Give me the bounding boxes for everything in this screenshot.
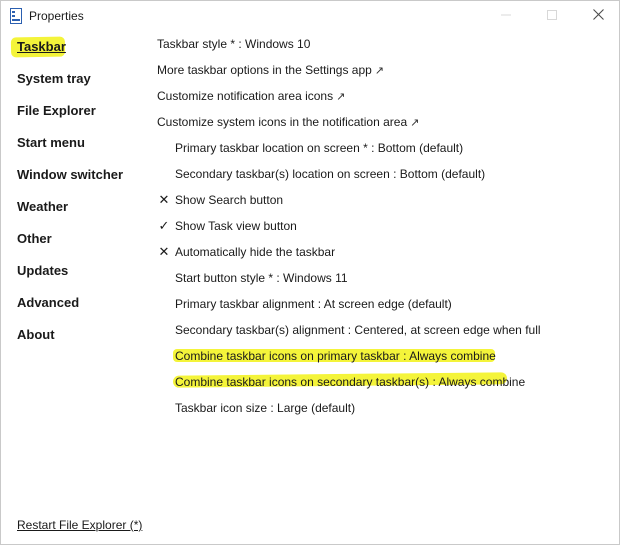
sidebar-item-label: Window switcher — [17, 167, 124, 182]
setting-primary-taskbar-location[interactable] — [157, 135, 597, 161]
settings-list — [157, 31, 597, 421]
setting-label: Secondary taskbar(s) location on screen : Bottom (default) — [175, 167, 486, 181]
maximize-button[interactable] — [529, 1, 575, 31]
setting-secondary-taskbar-alignment[interactable] — [157, 317, 597, 343]
minimize-icon — [501, 7, 511, 25]
checkmark-icon: ✓ — [158, 218, 170, 233]
sidebar-item-weather[interactable] — [17, 193, 147, 225]
setting-label: Combine taskbar icons on primary taskbar : Always combine — [175, 349, 496, 363]
setting-label: Start button style * : Windows 11 — [175, 271, 348, 285]
sidebar-item-window-switcher[interactable] — [17, 161, 147, 193]
setting-label: Customize notification area icons — [157, 89, 334, 103]
toggle-auto-hide-taskbar[interactable] — [157, 239, 597, 265]
link-system-icons[interactable] — [157, 109, 597, 135]
sidebar-item-label: About — [17, 327, 55, 342]
toggle-show-search-button[interactable] — [157, 187, 597, 213]
sidebar-item-label: File Explorer — [17, 103, 96, 118]
external-link-icon: ↗ — [410, 117, 420, 129]
setting-combine-primary-taskbar[interactable] — [157, 343, 597, 369]
sidebar-item-system-tray[interactable] — [17, 65, 147, 97]
close-button[interactable] — [575, 1, 620, 31]
setting-combine-secondary-taskbar[interactable] — [157, 369, 597, 395]
sidebar-item-about[interactable] — [17, 321, 147, 353]
setting-label: Taskbar icon size : Large (default) — [175, 401, 356, 415]
sidebar-item-other[interactable] — [17, 225, 147, 257]
explorer-patcher-icon — [10, 8, 22, 24]
toggle-show-task-view-button[interactable] — [157, 213, 597, 239]
sidebar-item-taskbar[interactable] — [17, 33, 147, 65]
sidebar-item-file-explorer[interactable] — [17, 97, 147, 129]
maximize-icon — [547, 7, 557, 25]
external-link-icon: ↗ — [336, 91, 346, 103]
restart-file-explorer-link[interactable]: Restart File Explorer (*) — [17, 518, 143, 532]
title-bar[interactable] — [1, 1, 619, 31]
setting-label: Primary taskbar location on screen * : Bottom (default) — [175, 141, 464, 155]
sidebar-item-label: Taskbar — [17, 39, 66, 54]
sidebar-item-label: Weather — [17, 199, 69, 214]
sidebar-item-label: Advanced — [17, 295, 80, 310]
link-more-taskbar-options[interactable] — [157, 57, 597, 83]
link-notification-area-icons[interactable] — [157, 83, 597, 109]
setting-label: Customize system icons in the notification area — [157, 115, 408, 129]
setting-secondary-taskbar-location[interactable] — [157, 161, 597, 187]
minimize-button[interactable] — [483, 1, 529, 31]
sidebar-item-label: Other — [17, 231, 52, 246]
close-icon — [593, 7, 604, 25]
window-title: Properties — [29, 9, 84, 23]
setting-label: Show Search button — [175, 193, 284, 207]
setting-taskbar-style[interactable] — [157, 31, 597, 57]
sidebar-item-updates[interactable] — [17, 257, 147, 289]
setting-label: Show Task view button — [175, 219, 297, 233]
sidebar-item-label: Start menu — [17, 135, 85, 150]
cross-icon: ✕ — [158, 244, 170, 259]
setting-primary-taskbar-alignment[interactable] — [157, 291, 597, 317]
sidebar-item-label: System tray — [17, 71, 91, 86]
setting-start-button-style[interactable] — [157, 265, 597, 291]
setting-label: Automatically hide the taskbar — [175, 245, 336, 259]
cross-icon: ✕ — [158, 192, 170, 207]
setting-taskbar-icon-size[interactable] — [157, 395, 597, 421]
setting-label: Primary taskbar alignment : At screen edge (default) — [175, 297, 452, 311]
setting-label: Secondary taskbar(s) alignment : Centered, at screen edge when full — [175, 323, 541, 337]
setting-label: More taskbar options in the Settings app — [157, 63, 372, 77]
sidebar-item-label: Updates — [17, 263, 69, 278]
sidebar-item-advanced[interactable] — [17, 289, 147, 321]
setting-label: Combine taskbar icons on secondary taskbar(s) : Always combine — [175, 375, 526, 389]
sidebar-nav — [17, 33, 147, 353]
sidebar-item-start-menu[interactable] — [17, 129, 147, 161]
external-link-icon: ↗ — [374, 65, 385, 77]
setting-label: Taskbar style * : Windows 10 — [157, 37, 311, 51]
